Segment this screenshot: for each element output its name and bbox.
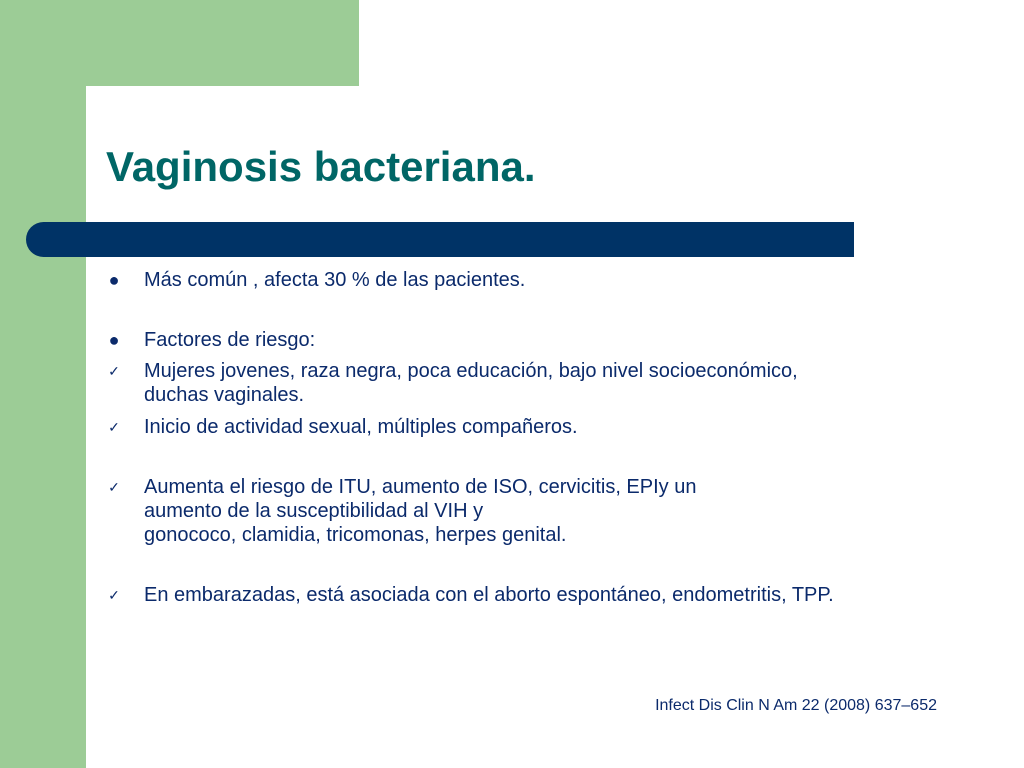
citation: Infect Dis Clin N Am 22 (2008) 637–652 (655, 697, 937, 714)
list-item (104, 268, 864, 292)
bullet-dot-icon: ● (108, 270, 120, 290)
content-background-top (130, 86, 1024, 146)
checkmark-icon: ✓ (108, 479, 120, 495)
list-item-text-line: aumento de la susceptibilidad al VIH y (144, 500, 484, 522)
checkmark-icon: ✓ (108, 587, 120, 603)
list-item-text-line: gonococo, clamidia, tricomonas, herpes genital. (144, 524, 567, 546)
list-item (104, 328, 864, 352)
list-item-text: Inicio de actividad sexual, múltiples compañeros. (144, 416, 578, 438)
list-item-text: Factores de riesgo: (144, 329, 316, 351)
checkmark-icon: ✓ (108, 419, 120, 435)
list-item-text-line: Aumenta el riesgo de ITU, aumento de ISO, cervicitis, EPIy un (144, 476, 697, 498)
bullet-dot-icon: ● (108, 330, 120, 350)
list-item (104, 359, 864, 407)
list-item-text: Mujeres jovenes, raza negra, poca educación, bajo nivel socioeconómico, duchas vaginales. (144, 360, 798, 406)
list-item (104, 415, 864, 439)
slide-title: Vaginosis bacteriana. (106, 143, 536, 190)
list-item-text: En embarazadas, está asociada con el aborto espontáneo, endometritis, TPP. (144, 584, 834, 606)
title-divider-bar (26, 222, 854, 257)
checkmark-icon: ✓ (108, 363, 120, 379)
green-accent-left (0, 0, 86, 768)
list-item (104, 475, 864, 547)
list-item-text: Más común , afecta 30 % de las pacientes. (144, 269, 526, 291)
list-item (104, 583, 864, 607)
bullet-list (104, 268, 864, 607)
